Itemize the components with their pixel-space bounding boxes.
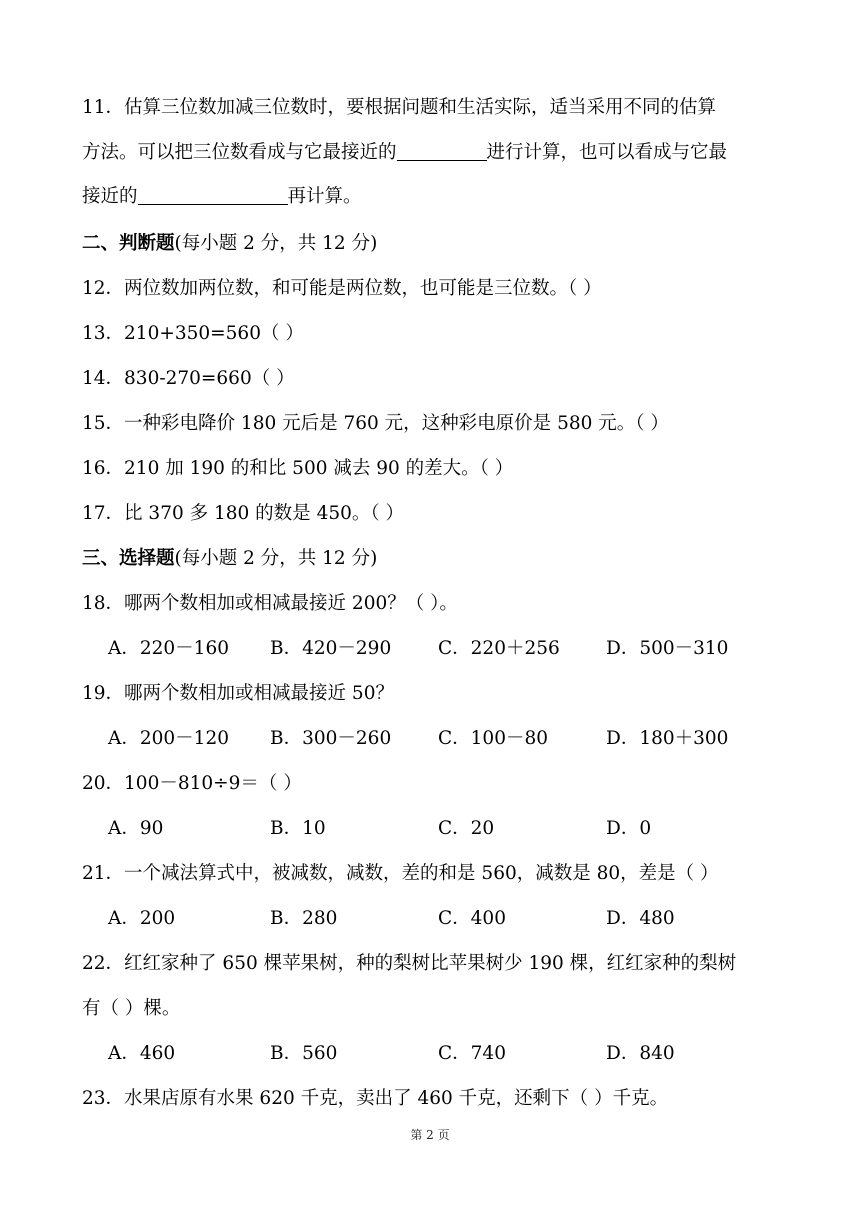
question-16: 16．210 加 190 的和比 500 减去 90 的差大。（ ）	[82, 458, 514, 479]
question-22-line-2: 有（ ）棵。	[82, 998, 181, 1019]
section-title: 三、选择题	[82, 548, 175, 569]
question-11-line-2	[82, 131, 782, 176]
option-a: A．200－120	[108, 728, 229, 749]
answer-blank	[138, 184, 288, 205]
question-23: 23．水果店原有水果 620 千克，卖出了 460 千克，还剩下（ ）千克。	[82, 1088, 669, 1109]
option-c: C．100－80	[438, 728, 549, 749]
question-19: 19．哪两个数相加或相减最接近 50？	[82, 683, 394, 704]
question-11-text: 接近的	[82, 186, 138, 207]
question-11-line-1: 11．估算三位数加减三位数时，要根据问题和生活实际，适当采用不同的估算	[82, 97, 717, 118]
question-18: 18．哪两个数相加或相减最接近 200？（ ）。	[82, 593, 458, 614]
option-a: A．220－160	[108, 638, 229, 659]
option-d: D．500－310	[606, 638, 729, 659]
option-d: D．180＋300	[606, 728, 729, 749]
question-11-text: 方法。可以把三位数看成与它最接近的	[82, 141, 397, 163]
question-17: 17．比 370 多 180 的数是 450。（ ）	[82, 503, 405, 524]
section-note: (每小题 2 分，共 12 分)	[174, 548, 378, 569]
option-b: B．280	[270, 908, 338, 929]
option-a: A．460	[108, 1043, 176, 1064]
option-a: A．90	[108, 818, 164, 839]
question-11	[82, 86, 782, 220]
option-d: D．480	[606, 908, 675, 929]
question-12: 12．两位数加两位数，和可能是两位数，也可能是三位数。（ ）	[82, 278, 602, 299]
page-number: 第 2 页	[410, 1128, 450, 1142]
section-heading-choice	[82, 547, 377, 571]
question-21: 21．一个减法算式中，被减数，减数，差的和是 560，减数是 80，差是（ ）	[82, 863, 719, 884]
question-11-text: 再计算。	[287, 186, 362, 207]
option-b: B．300－260	[270, 728, 392, 749]
question-11-text: 进行计算，也可以看成与它最	[486, 141, 728, 163]
option-c: C．220＋256	[438, 638, 560, 659]
question-14: 14．830-270=660（ ）	[82, 368, 295, 389]
option-d: D．840	[606, 1043, 675, 1064]
option-b: B．420－290	[270, 638, 392, 659]
option-b: B．560	[270, 1043, 338, 1064]
option-a: A．200	[108, 908, 176, 929]
question-20: 20．100－810÷9＝（ ）	[82, 773, 302, 794]
option-d: D．0	[606, 818, 652, 839]
question-22-line-1: 22．红红家种了 650 棵苹果树，种的梨树比苹果树少 190 棵，红红家种的梨树	[82, 953, 737, 974]
section-note: (每小题 2 分，共 12 分)	[174, 233, 378, 254]
question-13: 13．210+350=560（ ）	[82, 323, 304, 344]
answer-blank	[397, 140, 487, 161]
section-title: 二、判断题	[82, 233, 175, 254]
option-b: B．10	[270, 818, 326, 839]
question-11-line-3	[82, 175, 782, 220]
question-15: 15．一种彩电降价 180 元后是 760 元，这种彩电原价是 580 元。（ ）	[82, 413, 669, 434]
option-c: C．400	[438, 908, 506, 929]
option-c: C．740	[438, 1043, 506, 1064]
section-heading-judgement	[82, 232, 377, 256]
option-c: C．20	[438, 818, 495, 839]
